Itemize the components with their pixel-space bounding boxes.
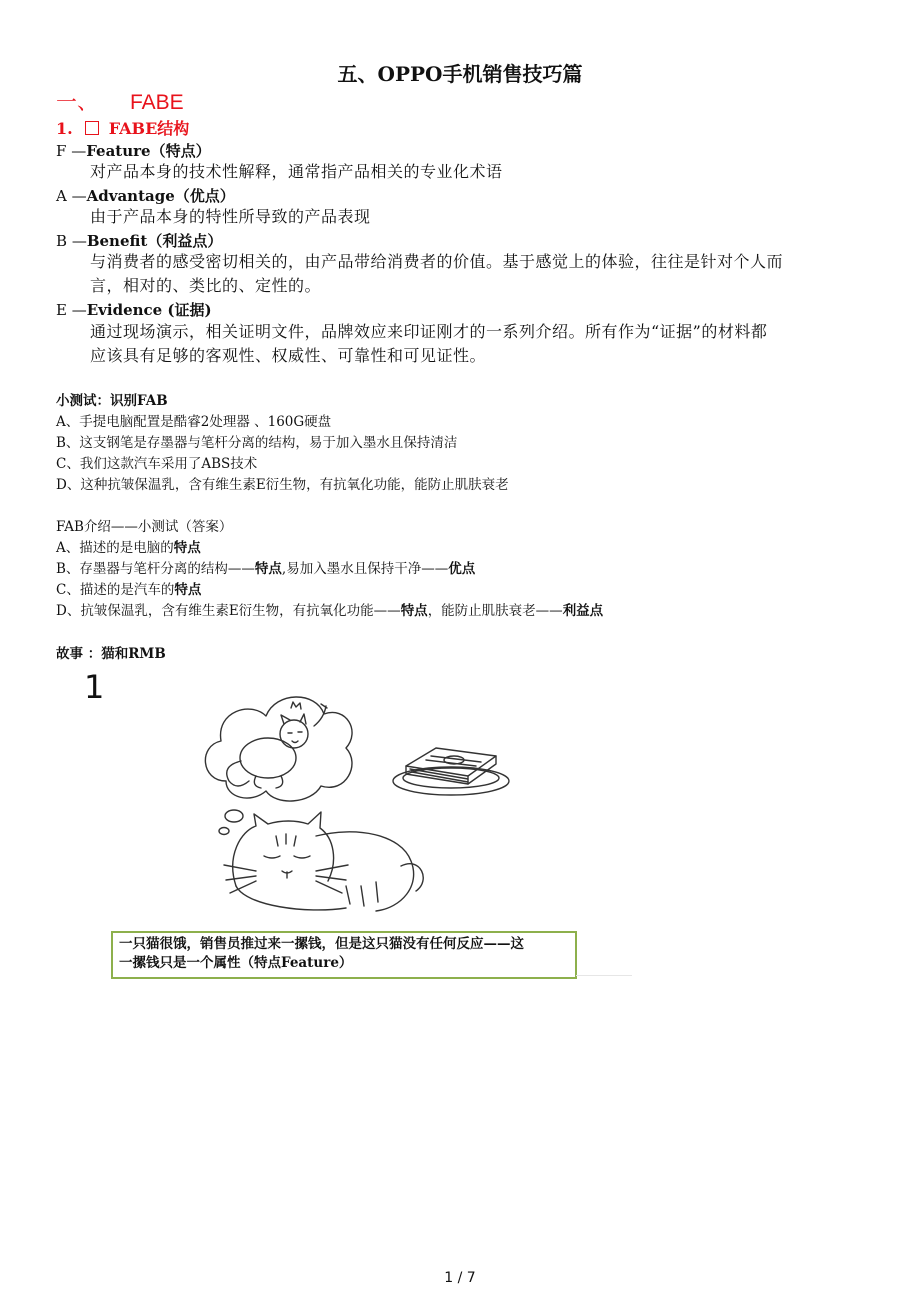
answers-title: FAB介绍——小测试（答案） bbox=[56, 519, 233, 535]
story-number: 1 bbox=[84, 668, 105, 706]
quiz-item-a: A、手提电脑配置是酷睿2处理器 、160G硬盘 bbox=[56, 414, 332, 430]
fabe-desc-f: 对产品本身的技术性解释，通常指产品相关的专业化术语 bbox=[90, 162, 503, 181]
answer-c: C、描述的是汽车的特点 bbox=[56, 582, 202, 598]
answer-b: B、存墨器与笔杆分离的结构——特点,易加入墨水且保持干净——优点 bbox=[56, 561, 476, 577]
section-title: FABE bbox=[130, 91, 184, 114]
dreaming-cat-icon bbox=[227, 702, 327, 788]
fabe-term-f: F —Feature（特点） bbox=[56, 142, 211, 160]
quiz-item-b: B、这支钢笔是存墨器与笔杆分离的结构，易于加入墨水且保持清洁 bbox=[56, 435, 458, 451]
page-number: 1 / 7 bbox=[444, 1270, 476, 1286]
section-heading bbox=[56, 86, 184, 116]
story-caption-box bbox=[111, 931, 577, 979]
quiz-item-d: D、这种抗皱保温乳，含有维生素E衍生物，有抗氧化功能，能防止肌肤衰老 bbox=[56, 477, 509, 493]
story-title: 故事 ：猫和RMB bbox=[56, 646, 166, 662]
checkbox-square-icon bbox=[85, 121, 99, 135]
answer-d: D、抗皱保温乳，含有维生素E衍生物，有抗氧化功能——特点，能防止肌肤衰老——利益点 bbox=[56, 603, 604, 619]
caption-line-1: 一只猫很饿，销售员推过来一摞钱，但是这只猫没有任何反应——这 bbox=[119, 936, 524, 952]
caption-line-2: 一摞钱只是一个属性（特点Feature） bbox=[119, 955, 353, 971]
answer-a: A、描述的是电脑的特点 bbox=[56, 540, 201, 556]
fabe-term-b: B —Benefit（利益点） bbox=[56, 232, 223, 250]
thought-cloud-icon bbox=[205, 697, 352, 835]
money-stack-icon bbox=[393, 748, 509, 795]
fabe-desc-e: 通过现场演示，相关证明文件，品牌效应来印证刚才的一系列介绍。所有作为“证据”的材料都 应该具有足够的客观性、权威性、可靠性和可见证性。 bbox=[90, 322, 768, 365]
subsection-title: FABE结构 bbox=[108, 119, 190, 138]
subsection-heading bbox=[56, 116, 189, 139]
cat-and-money-illustration bbox=[196, 686, 516, 926]
section-number: 一、 bbox=[56, 91, 98, 114]
fabe-term-a: A —Advantage（优点） bbox=[56, 187, 235, 205]
sleeping-cat-icon bbox=[224, 812, 423, 911]
quiz-item-c: C、我们这款汽车采用了ABS技术 bbox=[56, 456, 258, 472]
fabe-desc-a: 由于产品本身的特性所导致的产品表现 bbox=[90, 207, 371, 226]
quiz-title: 小测试：识别FAB bbox=[56, 393, 168, 409]
caption-divider bbox=[576, 975, 632, 976]
subsection-number: 1. bbox=[56, 119, 73, 138]
fabe-desc-b: 与消费者的感受密切相关的，由产品带给消费者的价值。基于感觉上的体验，往往是针对个人而 言，相对的、类比的、定性的。 bbox=[90, 252, 784, 295]
document-title: 五、OPPO手机销售技巧篇 bbox=[337, 62, 583, 86]
fabe-term-e: E —Evidence (证据) bbox=[56, 301, 212, 319]
